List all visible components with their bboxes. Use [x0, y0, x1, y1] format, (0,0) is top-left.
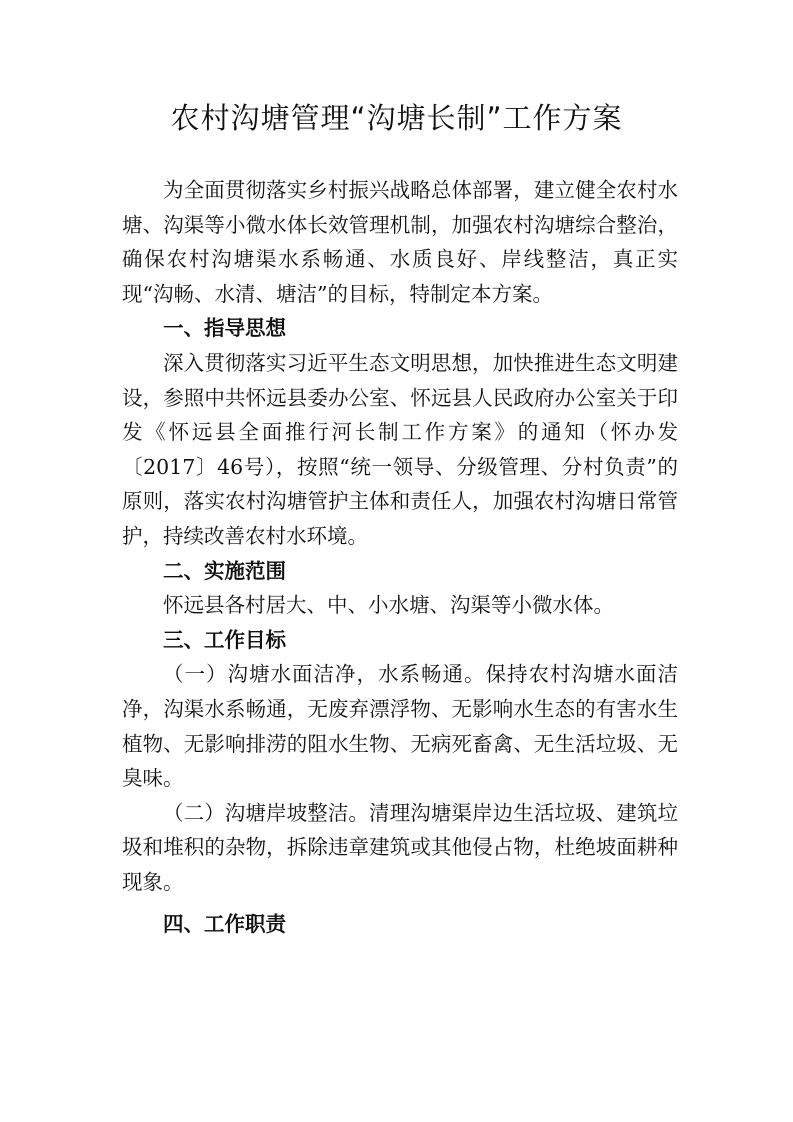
- goal-paragraph-2: （二）沟塘岸坡整洁。清理沟塘渠岸边生活垃圾、建筑垃圾和堆积的杂物，拆除违章建筑或其他侵占物，杜绝坡面耕种现象。: [122, 800, 678, 894]
- intro-paragraph: 为全面贯彻落实乡村振兴战略总体部署，建立健全农村水塘、沟渠等小微水体长效管理机制，加强农村沟塘综合整治，确保农村沟塘渠水系畅通、水质良好、岸线整洁，真正实现“沟畅、水清、塘洁”的目标，特制定本方案。: [122, 178, 678, 306]
- section-heading-goals: 三、工作目标: [163, 627, 286, 652]
- guiding-ideology-paragraph: 深入贯彻落实习近平生态文明思想，加快推进生态文明建设，参照中共怀远县委办公室、怀远县人民政府办公室关于印发《怀远县全面推行河长制工作方案》的通知（怀办发〔2017〕46号），按照“统一领导、分级管理、分村负责”的原则，落实农村沟塘管护主体和责任人，加强农村沟塘日常管护，持续改善农村水环境。: [122, 350, 678, 548]
- section-heading-duties: 四、工作职责: [163, 912, 286, 937]
- section-heading-scope: 二、实施范围: [163, 558, 286, 583]
- goal-paragraph-1: （一）沟塘水面洁净，水系畅通。保持农村沟塘水面洁净，沟渠水系畅通，无废弃漂浮物、无影响水生态的有害水生植物、无影响排涝的阻水生物、无病死畜禽、无生活垃圾、无臭味。: [122, 662, 678, 791]
- section-heading-guiding-ideology: 一、指导思想: [163, 316, 286, 341]
- document-title: 农村沟塘管理“沟塘长制”工作方案: [170, 101, 623, 135]
- scope-paragraph: 怀远县各村居大、中、小水塘、沟渠等小微水体。: [163, 593, 614, 618]
- document-body: [122, 173, 678, 942]
